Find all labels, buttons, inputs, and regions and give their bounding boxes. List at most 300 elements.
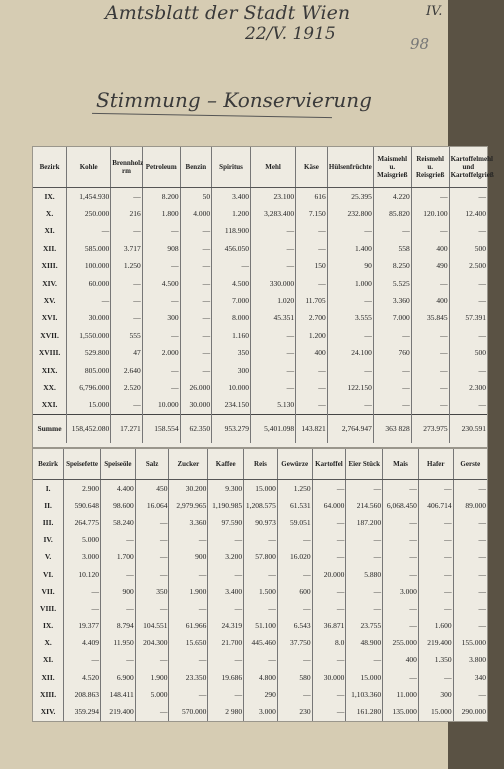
value-cell: 450 — [135, 480, 169, 498]
value-cell: 19.686 — [208, 669, 244, 686]
value-cell: — — [180, 310, 212, 327]
value-cell: 90 — [327, 258, 373, 275]
value-cell: 15.000 — [418, 703, 453, 720]
handwritten-roman: IV. — [426, 4, 443, 19]
value-cell: 1,103.360 — [346, 686, 383, 703]
value-cell: — — [312, 686, 346, 703]
value-cell: 5.000 — [135, 686, 169, 703]
value-cell: 3.400 — [212, 188, 251, 206]
value-cell: — — [312, 480, 346, 498]
sum-label: Summe — [33, 415, 67, 444]
value-cell: — — [296, 397, 328, 415]
sum-cell: 363 828 — [373, 415, 411, 444]
value-cell: 255.000 — [383, 635, 419, 652]
value-cell: 3.360 — [373, 292, 411, 309]
value-cell: 35.845 — [411, 310, 449, 327]
value-cell: 900 — [100, 583, 135, 600]
table-row — [33, 549, 487, 566]
value-cell: 59.051 — [277, 514, 312, 531]
table-row — [33, 310, 487, 327]
district-cell: XII. — [41, 672, 55, 682]
value-cell: 15.000 — [346, 669, 383, 686]
value-cell: 15.000 — [67, 397, 111, 415]
table-row — [33, 345, 487, 362]
column-header: Brennholz rm — [111, 147, 143, 188]
district-cell: VII. — [41, 586, 55, 596]
column-header: Reismehl u. Reisgrieß — [411, 147, 449, 188]
value-cell: — — [277, 532, 312, 549]
value-cell: 161.280 — [346, 703, 383, 720]
value-cell: 6.900 — [100, 669, 135, 686]
district-cell: IV. — [43, 535, 53, 545]
value-cell: 51.100 — [244, 618, 278, 635]
value-cell: — — [135, 549, 169, 566]
value-cell: — — [327, 397, 373, 415]
value-cell: 300 — [418, 686, 453, 703]
value-cell: 2.300 — [449, 379, 487, 396]
value-cell: — — [250, 379, 295, 396]
value-cell: — — [449, 362, 487, 379]
value-cell: — — [346, 600, 383, 617]
value-cell: — — [135, 566, 169, 583]
value-cell: — — [312, 532, 346, 549]
value-cell: 1.250 — [277, 480, 312, 498]
value-cell: 264.775 — [64, 514, 101, 531]
column-header: Salz — [135, 449, 169, 480]
value-cell: 36.871 — [312, 618, 346, 635]
value-cell: — — [346, 480, 383, 498]
value-cell: 57.391 — [449, 310, 487, 327]
value-cell: — — [449, 275, 487, 292]
value-cell: — — [208, 652, 244, 669]
value-cell: 2.000 — [142, 345, 180, 362]
column-header: Hülsenfrüchte — [327, 147, 373, 188]
value-cell: 47 — [111, 345, 143, 362]
value-cell: — — [111, 310, 143, 327]
value-cell: 1,208.575 — [244, 497, 278, 514]
value-cell: — — [383, 618, 419, 635]
value-cell: 23.100 — [250, 188, 295, 206]
value-cell: 1.200 — [296, 327, 328, 344]
value-cell: 120.100 — [411, 205, 449, 222]
value-cell: 908 — [142, 240, 180, 257]
value-cell: 37.750 — [277, 635, 312, 652]
column-header: Speisefette — [64, 449, 101, 480]
value-cell: 400 — [296, 345, 328, 362]
value-cell: 1.700 — [100, 549, 135, 566]
value-cell: 400 — [411, 240, 449, 257]
value-cell: 50 — [180, 188, 212, 206]
value-cell: 234.150 — [212, 397, 251, 415]
value-cell: — — [418, 669, 453, 686]
value-cell: — — [67, 292, 111, 309]
value-cell: — — [142, 379, 180, 396]
sum-cell: 2,764.947 — [327, 415, 373, 444]
value-cell: — — [142, 362, 180, 379]
value-cell: — — [169, 652, 208, 669]
value-cell: 3.000 — [64, 549, 101, 566]
value-cell: — — [180, 292, 212, 309]
sum-row — [33, 415, 487, 444]
value-cell: — — [346, 549, 383, 566]
value-cell: 250.000 — [67, 205, 111, 222]
value-cell: — — [67, 223, 111, 240]
value-cell: 12.400 — [449, 205, 487, 222]
value-cell: — — [100, 652, 135, 669]
value-cell: — — [142, 223, 180, 240]
value-cell: 48.900 — [346, 635, 383, 652]
value-cell: — — [327, 327, 373, 344]
value-cell: — — [383, 514, 419, 531]
value-cell: — — [418, 480, 453, 498]
value-cell: 24.100 — [327, 345, 373, 362]
value-cell: 219.400 — [100, 703, 135, 720]
value-cell: — — [327, 223, 373, 240]
value-cell: — — [373, 397, 411, 415]
district-cell: XIV. — [40, 707, 56, 717]
value-cell: — — [449, 292, 487, 309]
value-cell: 1.400 — [327, 240, 373, 257]
value-cell: — — [142, 258, 180, 275]
value-cell: — — [383, 532, 419, 549]
district-cell: IX. — [42, 621, 54, 631]
value-cell: 400 — [411, 292, 449, 309]
value-cell: 4.500 — [142, 275, 180, 292]
value-cell: — — [453, 480, 487, 498]
value-cell: — — [100, 566, 135, 583]
district-cell: VIII. — [40, 603, 57, 613]
value-cell: — — [296, 379, 328, 396]
value-cell: — — [244, 566, 278, 583]
value-cell: — — [277, 600, 312, 617]
value-cell: — — [411, 223, 449, 240]
value-cell: — — [169, 566, 208, 583]
handwritten-category: Stimmung – Konservierung — [96, 88, 372, 112]
value-cell: — — [453, 686, 487, 703]
value-cell: — — [453, 566, 487, 583]
value-cell: 1.160 — [212, 327, 251, 344]
value-cell: 5.130 — [250, 397, 295, 415]
value-cell: — — [383, 669, 419, 686]
district-cell: XV. — [43, 296, 56, 306]
sum-cell: 230.591 — [449, 415, 487, 444]
value-cell: 61.531 — [277, 497, 312, 514]
value-cell: — — [180, 362, 212, 379]
table-row — [33, 566, 487, 583]
value-cell: 1.900 — [135, 669, 169, 686]
value-cell: — — [250, 258, 295, 275]
value-cell: 500 — [449, 240, 487, 257]
value-cell: — — [383, 566, 419, 583]
value-cell: — — [250, 240, 295, 257]
value-cell: — — [312, 583, 346, 600]
value-cell: 118.900 — [212, 223, 251, 240]
value-cell: 500 — [449, 345, 487, 362]
value-cell: 60.000 — [67, 275, 111, 292]
value-cell: — — [180, 275, 212, 292]
column-header: Hafer — [418, 449, 453, 480]
value-cell: 232.800 — [327, 205, 373, 222]
column-header: Gewürze — [277, 449, 312, 480]
value-cell: 300 — [142, 310, 180, 327]
value-cell: 300 — [212, 362, 251, 379]
value-cell: 23.755 — [346, 618, 383, 635]
table-row — [33, 652, 487, 669]
table-row — [33, 258, 487, 275]
value-cell: — — [449, 327, 487, 344]
value-cell: 155.000 — [453, 635, 487, 652]
value-cell: 1.900 — [169, 583, 208, 600]
supply-table-2 — [33, 449, 487, 721]
value-cell: — — [449, 223, 487, 240]
value-cell: 2 980 — [208, 703, 244, 720]
value-cell: 23.350 — [169, 669, 208, 686]
clipping-table-2 — [32, 448, 488, 722]
value-cell: 204.300 — [135, 635, 169, 652]
value-cell: 26.000 — [180, 379, 212, 396]
value-cell: 104.551 — [135, 618, 169, 635]
column-header: Käse — [296, 147, 328, 188]
value-cell: — — [277, 686, 312, 703]
value-cell: 58.240 — [100, 514, 135, 531]
value-cell: — — [208, 532, 244, 549]
column-header: Petroleum — [142, 147, 180, 188]
value-cell: — — [111, 397, 143, 415]
value-cell: — — [64, 583, 101, 600]
value-cell: — — [135, 514, 169, 531]
value-cell: 590.648 — [64, 497, 101, 514]
sum-cell: 62.350 — [180, 415, 212, 444]
value-cell: — — [411, 275, 449, 292]
value-cell: 4.500 — [212, 275, 251, 292]
value-cell: — — [346, 532, 383, 549]
district-cell: XII. — [42, 243, 57, 253]
sum-cell: 273.975 — [411, 415, 449, 444]
value-cell: — — [296, 275, 328, 292]
value-cell: 9.300 — [208, 480, 244, 498]
value-cell: 406.714 — [418, 497, 453, 514]
value-cell: 616 — [296, 188, 328, 206]
value-cell: — — [383, 600, 419, 617]
value-cell: 3.000 — [244, 703, 278, 720]
value-cell: — — [142, 292, 180, 309]
value-cell: — — [244, 652, 278, 669]
district-cell: I. — [45, 483, 51, 493]
table-row — [33, 583, 487, 600]
value-cell: 3.800 — [453, 652, 487, 669]
value-cell: — — [142, 327, 180, 344]
value-cell: — — [250, 362, 295, 379]
table-row — [33, 635, 487, 652]
value-cell: — — [411, 345, 449, 362]
value-cell: 4.800 — [244, 669, 278, 686]
value-cell: — — [418, 566, 453, 583]
pencil-page-number: 98 — [410, 35, 430, 53]
value-cell: 2.520 — [111, 379, 143, 396]
table-row — [33, 188, 487, 206]
supply-table-1 — [33, 147, 494, 443]
value-cell: — — [135, 532, 169, 549]
value-cell: — — [135, 703, 169, 720]
value-cell: — — [100, 532, 135, 549]
column-header: Kartoffel — [312, 449, 346, 480]
value-cell: 290.000 — [453, 703, 487, 720]
value-cell: 585.000 — [67, 240, 111, 257]
value-cell: 1.000 — [327, 275, 373, 292]
value-cell: 350 — [135, 583, 169, 600]
value-cell: 5.525 — [373, 275, 411, 292]
district-cell: II. — [44, 500, 52, 510]
value-cell: 30.000 — [180, 397, 212, 415]
value-cell: 1,190.985 — [208, 497, 244, 514]
value-cell: — — [418, 532, 453, 549]
value-cell: 100.000 — [67, 258, 111, 275]
value-cell: — — [135, 600, 169, 617]
value-cell: 1,454.930 — [67, 188, 111, 206]
value-cell: 19.377 — [64, 618, 101, 635]
value-cell: — — [312, 600, 346, 617]
column-header: Mais — [383, 449, 419, 480]
value-cell: — — [180, 258, 212, 275]
district-cell: IX. — [44, 191, 55, 201]
district-cell: XVII. — [40, 330, 59, 340]
value-cell: — — [411, 362, 449, 379]
value-cell: 30.000 — [67, 310, 111, 327]
column-header: Kaffee — [208, 449, 244, 480]
district-cell: XVIII. — [38, 348, 61, 358]
value-cell: 135.000 — [383, 703, 419, 720]
value-cell: 2.500 — [449, 258, 487, 275]
value-cell: 30.000 — [312, 669, 346, 686]
value-cell: 45.351 — [250, 310, 295, 327]
value-cell: 15.000 — [244, 480, 278, 498]
value-cell: 900 — [169, 549, 208, 566]
district-cell: III. — [42, 517, 54, 527]
value-cell: 214.560 — [346, 497, 383, 514]
value-cell: 3.717 — [111, 240, 143, 257]
value-cell: 148.411 — [100, 686, 135, 703]
value-cell: — — [449, 188, 487, 206]
value-cell: — — [180, 327, 212, 344]
value-cell: — — [373, 327, 411, 344]
district-cell: V. — [44, 552, 52, 562]
value-cell: 97.590 — [208, 514, 244, 531]
column-header: Kohle — [67, 147, 111, 188]
value-cell: 20.000 — [312, 566, 346, 583]
value-cell: 219.400 — [418, 635, 453, 652]
value-cell: 805.000 — [67, 362, 111, 379]
value-cell: — — [418, 514, 453, 531]
table-row — [33, 686, 487, 703]
value-cell: 6,068.450 — [383, 497, 419, 514]
sum-cell: 5,401.098 — [250, 415, 295, 444]
table-row — [33, 600, 487, 617]
value-cell: 61.966 — [169, 618, 208, 635]
value-cell: 57.800 — [244, 549, 278, 566]
value-cell: 11.950 — [100, 635, 135, 652]
value-cell: 3,283.400 — [250, 205, 295, 222]
value-cell: 15.650 — [169, 635, 208, 652]
value-cell: — — [312, 703, 346, 720]
value-cell: — — [180, 345, 212, 362]
value-cell: 558 — [373, 240, 411, 257]
value-cell: — — [453, 514, 487, 531]
district-cell: XI. — [44, 226, 55, 236]
value-cell: — — [411, 397, 449, 415]
value-cell: — — [383, 480, 419, 498]
value-cell: 8.794 — [100, 618, 135, 635]
value-cell: — — [212, 258, 251, 275]
district-cell: XX. — [43, 382, 56, 392]
column-header: Speiseöle — [100, 449, 135, 480]
value-cell: 187.200 — [346, 514, 383, 531]
value-cell: — — [418, 600, 453, 617]
value-cell: 8.250 — [373, 258, 411, 275]
value-cell: 122.150 — [327, 379, 373, 396]
clipping-table-1 — [32, 146, 494, 448]
value-cell: — — [411, 379, 449, 396]
value-cell: 11.000 — [383, 686, 419, 703]
value-cell: 7.000 — [212, 292, 251, 309]
district-cell: XXI. — [41, 400, 58, 410]
value-cell: — — [418, 583, 453, 600]
value-cell: 580 — [277, 669, 312, 686]
table-row — [33, 497, 487, 514]
table-row — [33, 618, 487, 635]
value-cell: — — [312, 652, 346, 669]
value-cell: — — [208, 686, 244, 703]
value-cell: 350 — [212, 345, 251, 362]
table-row — [33, 397, 487, 415]
value-cell: 3.555 — [327, 310, 373, 327]
value-cell: — — [418, 549, 453, 566]
column-header: Eier Stück — [346, 449, 383, 480]
column-header: Mehl — [250, 147, 295, 188]
district-cell: XIV. — [42, 278, 57, 288]
table-row — [33, 669, 487, 686]
value-cell: — — [327, 362, 373, 379]
value-cell: — — [449, 397, 487, 415]
value-cell: 25.395 — [327, 188, 373, 206]
district-cell: X. — [44, 638, 52, 648]
district-cell: X. — [45, 209, 54, 219]
district-cell: XIII. — [40, 689, 57, 699]
value-cell: — — [312, 549, 346, 566]
column-header: Gerste — [453, 449, 487, 480]
value-cell: 208.863 — [64, 686, 101, 703]
table-row — [33, 514, 487, 531]
value-cell: — — [346, 583, 383, 600]
sum-cell: 158,452.080 — [67, 415, 111, 444]
table-2-header-row — [33, 449, 487, 480]
value-cell: 1.020 — [250, 292, 295, 309]
value-cell: — — [111, 223, 143, 240]
value-cell: 456.050 — [212, 240, 251, 257]
value-cell: — — [180, 240, 212, 257]
table-row — [33, 532, 487, 549]
value-cell: 150 — [296, 258, 328, 275]
value-cell: 1.500 — [244, 583, 278, 600]
value-cell: 8.0 — [312, 635, 346, 652]
value-cell: — — [250, 345, 295, 362]
value-cell: 4.409 — [64, 635, 101, 652]
value-cell: — — [277, 652, 312, 669]
sum-cell: 158.554 — [142, 415, 180, 444]
value-cell: 3.200 — [208, 549, 244, 566]
value-cell: 216 — [111, 205, 143, 222]
value-cell: 2,979.965 — [169, 497, 208, 514]
column-header: Zucker — [169, 449, 208, 480]
